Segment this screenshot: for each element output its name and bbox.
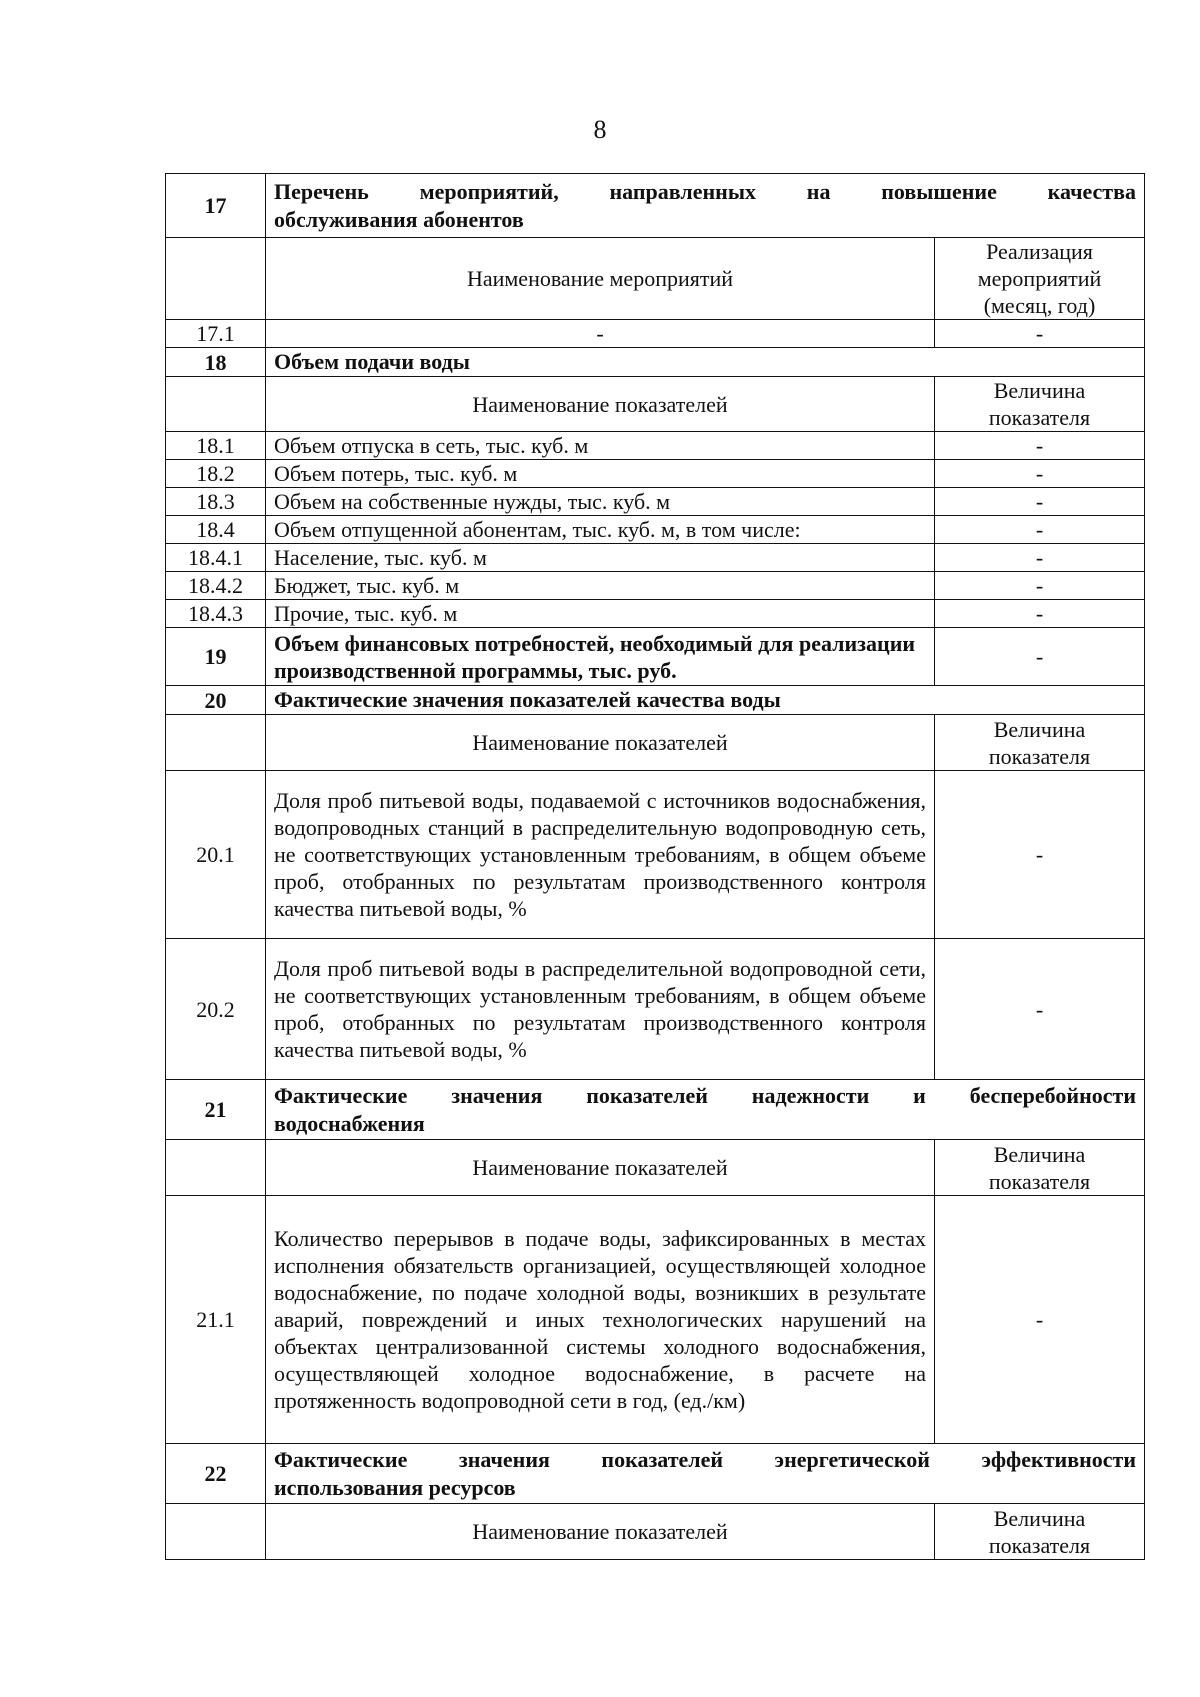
section-19-row <box>166 628 1145 686</box>
column-header-value: Величина показателя <box>934 1504 1144 1560</box>
row-number: 18.4 <box>166 516 266 544</box>
row-name: Доля проб питьевой воды, подаваемой с источников водоснабжения, водопроводных станций в распределительную водопроводную сеть, не соответствующих установленным требованиям, в общем объеме проб, отобранных по результатам производственного контроля качества питьевой воды, % <box>266 771 935 939</box>
table-row <box>166 488 1145 516</box>
table-row <box>166 771 1145 939</box>
column-header-name: Наименование показателей <box>266 715 935 771</box>
empty-cell <box>166 1140 266 1196</box>
table-row <box>166 1196 1145 1444</box>
row-number: 18.4.1 <box>166 544 266 572</box>
section-22-row <box>166 1444 1145 1504</box>
header-row <box>166 377 1145 432</box>
section-18-row <box>166 348 1145 377</box>
row-number: 20.1 <box>166 771 266 939</box>
row-value: - <box>934 628 1144 686</box>
row-number: 18.4.2 <box>166 572 266 600</box>
row-name: Количество перерывов в подаче воды, зафиксированных в местах исполнения обязательств организацией, осуществляющей холодное водоснабжение, по подаче холодной воды, возникших в результате аварий, повреждений и иных технологических нарушений на объектах централизованной системы холодного водоснабжения, осуществляющей холодное водоснабжение, в расчете на протяженность водопроводной сети в год, (ед./км) <box>266 1196 935 1444</box>
row-name: - <box>266 320 935 348</box>
header-row <box>166 1140 1145 1196</box>
row-value: - <box>934 1196 1144 1444</box>
column-header-name: Наименование показателей <box>266 1504 935 1560</box>
section-20-row <box>166 686 1145 715</box>
row-value: - <box>934 544 1144 572</box>
row-value: - <box>934 488 1144 516</box>
section-17-row <box>166 174 1145 238</box>
header-row <box>166 238 1145 320</box>
row-value: - <box>934 432 1144 460</box>
table-row <box>166 320 1145 348</box>
row-number: 18 <box>166 348 266 377</box>
page-number: 8 <box>593 115 607 144</box>
empty-cell <box>166 1504 266 1560</box>
section-title: Объем подачи воды <box>266 348 1145 377</box>
table-row <box>166 432 1145 460</box>
section-title: Объем финансовых потребностей, необходимый для реализации производственной программы, тыс. руб. <box>266 628 935 686</box>
column-header-name: Наименование показателей <box>266 377 935 432</box>
indicators-table <box>165 173 1145 1560</box>
row-value: - <box>934 939 1144 1080</box>
table-row <box>166 460 1145 488</box>
row-value: - <box>934 771 1144 939</box>
table-row <box>166 600 1145 628</box>
row-number: 17.1 <box>166 320 266 348</box>
row-number: 18.3 <box>166 488 266 516</box>
column-header-name: Наименование мероприятий <box>266 238 935 320</box>
column-header-value: Величина показателя <box>934 1140 1144 1196</box>
section-title: Фактические значения показателей качества воды <box>266 686 1145 715</box>
section-21-row <box>166 1080 1145 1140</box>
row-name: Прочие, тыс. куб. м <box>266 600 935 628</box>
row-value: - <box>934 460 1144 488</box>
table-row <box>166 516 1145 544</box>
row-number: 20.2 <box>166 939 266 1080</box>
row-name: Бюджет, тыс. куб. м <box>266 572 935 600</box>
column-header-value: Реализация мероприятий (месяц, год) <box>934 238 1144 320</box>
section-title: Фактические значения показателей надежности и бесперебойности водоснабжения <box>266 1080 1145 1140</box>
row-number: 20 <box>166 686 266 715</box>
header-row <box>166 1504 1145 1560</box>
row-name: Население, тыс. куб. м <box>266 544 935 572</box>
row-value: - <box>934 320 1144 348</box>
table-row <box>166 544 1145 572</box>
row-number: 17 <box>166 174 266 238</box>
row-number: 18.4.3 <box>166 600 266 628</box>
table-row <box>166 939 1145 1080</box>
row-value: - <box>934 572 1144 600</box>
empty-cell <box>166 377 266 432</box>
row-name: Доля проб питьевой воды в распределительной водопроводной сети, не соответствующих установленным требованиям, в общем объеме проб, отобранных по результатам производственного контроля качества питьевой воды, % <box>266 939 935 1080</box>
column-header-value: Величина показателя <box>934 715 1144 771</box>
section-title: Фактические значения показателей энергетической эффективности использования ресурсов <box>266 1444 1145 1504</box>
row-name: Объем отпущенной абонентам, тыс. куб. м, в том числе: <box>266 516 935 544</box>
row-name: Объем отпуска в сеть, тыс. куб. м <box>266 432 935 460</box>
empty-cell <box>166 715 266 771</box>
row-value: - <box>934 516 1144 544</box>
row-number: 18.2 <box>166 460 266 488</box>
section-title: Перечень мероприятий, направленных на повышение качества обслуживания абонентов <box>266 174 1145 238</box>
column-header-value: Величина показателя <box>934 377 1144 432</box>
row-name: Объем потерь, тыс. куб. м <box>266 460 935 488</box>
row-number: 21 <box>166 1080 266 1140</box>
header-row <box>166 715 1145 771</box>
row-number: 19 <box>166 628 266 686</box>
row-number: 21.1 <box>166 1196 266 1444</box>
empty-cell <box>166 238 266 320</box>
row-number: 22 <box>166 1444 266 1504</box>
table-row <box>166 572 1145 600</box>
row-name: Объем на собственные нужды, тыс. куб. м <box>266 488 935 516</box>
row-number: 18.1 <box>166 432 266 460</box>
column-header-name: Наименование показателей <box>266 1140 935 1196</box>
row-value: - <box>934 600 1144 628</box>
